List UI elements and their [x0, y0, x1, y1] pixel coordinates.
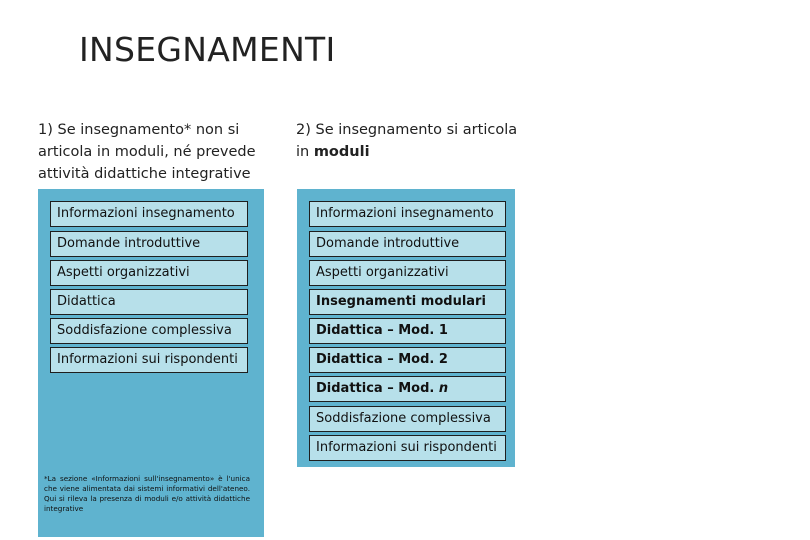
right-section-item: Informazioni insegnamento [309, 201, 506, 227]
left-column-heading: 1) Se insegnamento* non si articola in moduli, né prevede attività didattiche integrative [38, 122, 256, 182]
right-section-item: Informazioni sui rispondenti [309, 435, 506, 461]
right-heading-text: 2) Se insegnamento si articola in [296, 122, 518, 160]
right-section-item: Soddisfazione complessiva [309, 406, 506, 432]
right-section-item: Didattica – Mod. 1 [309, 318, 506, 344]
right-section-item: Insegnamenti modulari [309, 289, 506, 315]
right-column-heading [296, 119, 526, 163]
page-title: INSEGNAMENTI [79, 30, 336, 69]
left-section-item: Didattica [50, 289, 248, 315]
right-section-item [309, 376, 506, 402]
mod-n-label: Didattica – Mod. [316, 381, 439, 396]
left-section-item: Informazioni sui rispondenti [50, 347, 248, 373]
footnote: *La sezione «Informazioni sull'insegnamento» è l'unica che viene alimentata dai sistemi informativi dell'ateneo. Qui si rileva la presenza di moduli e/o attività didattiche integrative [44, 474, 250, 513]
mod-n-suffix: n [438, 381, 449, 396]
left-section-item: Soddisfazione complessiva [50, 318, 248, 344]
left-section-item: Aspetti organizzativi [50, 260, 248, 286]
right-section-item: Domande introduttive [309, 231, 506, 257]
right-heading-bold: moduli [313, 144, 370, 160]
left-section-item: Informazioni insegnamento [50, 201, 248, 227]
right-section-item: Didattica – Mod. 2 [309, 347, 506, 373]
left-section-item: Domande introduttive [50, 231, 248, 257]
right-section-item: Aspetti organizzativi [309, 260, 506, 286]
